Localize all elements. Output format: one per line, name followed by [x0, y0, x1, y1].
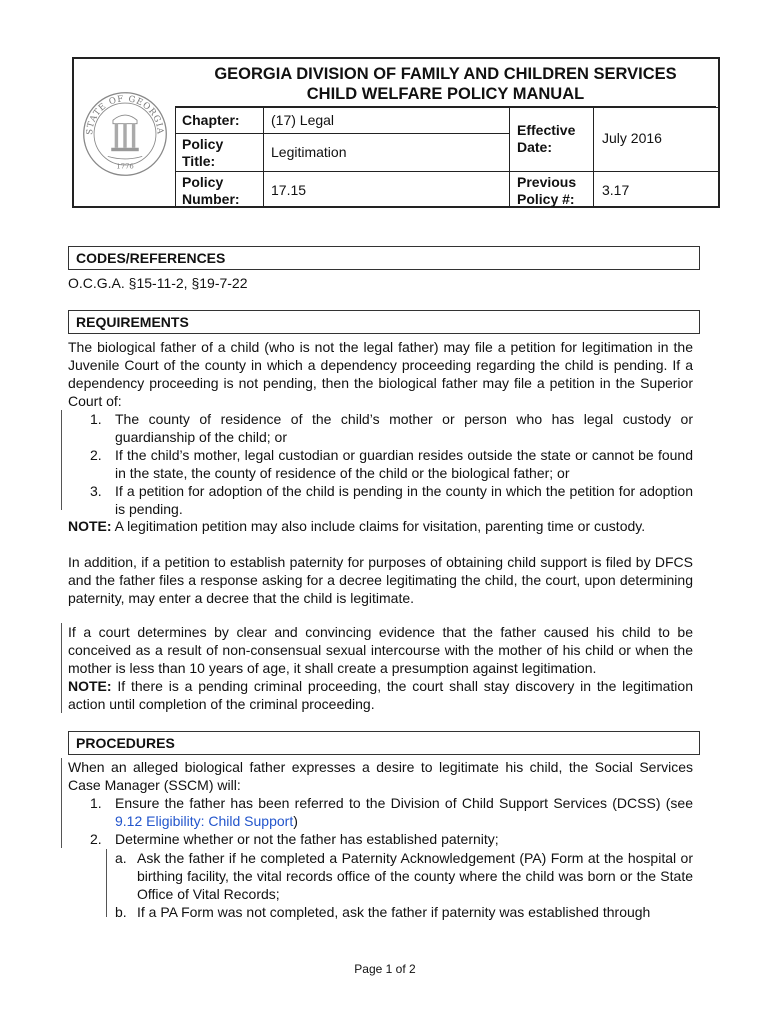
child-support-policy-link[interactable]: 9.12 Eligibility: Child Support	[115, 813, 294, 829]
list-item: 2. If the child’s mother, legal custodian or guardian resides outside the state or cannot be found in the state, the county of residence of the child or the biological father; or	[90, 447, 693, 481]
manual-title: GEORGIA DIVISION OF FAMILY AND CHILDREN SERVICES CHILD WELFARE POLICY MANUAL	[175, 61, 716, 107]
note-visitation: NOTE: A legitimation petition may also include claims for visitation, parenting time or custody.	[68, 518, 646, 534]
procedures-sublist	[115, 849, 693, 921]
previous-policy-label: Previous Policy #:	[509, 171, 593, 208]
requirements-list	[90, 410, 693, 518]
page-number: Page 1 of 2	[354, 962, 416, 976]
effective-date-label: Effective Date:	[509, 107, 593, 171]
revision-bar	[61, 758, 62, 848]
list-item: 2. Determine whether or not the father has established paternity;	[90, 831, 499, 847]
svg-text:STATE OF GEORGIA: STATE OF GEORGIA	[85, 94, 165, 136]
policy-title-value: Legitimation	[263, 133, 509, 171]
list-item: 1. The county of residence of the child’s mother or person who has legal custody or guardianship of the child; or	[90, 411, 693, 445]
procedures-heading: PROCEDURES	[68, 731, 700, 755]
svg-text:1776: 1776	[116, 162, 134, 171]
policy-header	[72, 57, 720, 208]
policy-number-value: 17.15	[263, 171, 509, 208]
list-item: b. If a PA Form was not completed, ask the father if paternity was established through	[115, 904, 651, 920]
revision-bar	[106, 849, 107, 917]
previous-policy-value: 3.17	[593, 171, 720, 208]
policy-title-label: Policy Title:	[175, 133, 263, 171]
procedures-list	[90, 794, 693, 848]
presumption-paragraph: If a court determines by clear and convincing evidence that the father caused his child to be conceived as a result of non-consensual sexual intercourse with the mother of his child or when the mother is less than 10 years of age, it shall create a presumption against legitimation. NOTE: If there is a pending criminal proceeding, the court shall stay discovery in the legitimation action until completion of the criminal proceeding.	[68, 624, 693, 712]
revision-bar	[61, 410, 62, 510]
effective-date-value: July 2016	[593, 107, 720, 171]
chapter-value: (17) Legal	[263, 107, 509, 133]
policy-number-label: Policy Number:	[175, 171, 263, 208]
chapter-label: Chapter:	[175, 107, 263, 133]
requirements-intro: The biological father of a child (who is not the legal father) may file a petition for legitimation in the Juvenile Court of the county in which a dependency proceeding regarding the child is pending. If a dependency proceeding is not pending, then the biological father may file a petition in the Superior Court of:	[68, 339, 693, 409]
codes-text: O.C.G.A. §15-11-2, §19-7-22	[68, 275, 248, 291]
paternity-paragraph: In addition, if a petition to establish paternity for purposes of obtaining child support is filed by DFCS and the father files a response asking for a decree legitimating the child, the court, upon determining paternity, may enter a decree that the child is legitimate.	[68, 554, 693, 606]
list-item: a. Ask the father if he completed a Paternity Acknowledgement (PA) Form at the hospital or birthing facility, the vital records office of the county where the child was born or the State Office of Vital Records;	[115, 850, 693, 902]
list-item: 1. Ensure the father has been referred to the Division of Child Support Services (DCSS) (see 9.12 Eligibility: Child Support)	[90, 795, 693, 829]
requirements-heading: REQUIREMENTS	[68, 310, 700, 334]
list-item: 3. If a petition for adoption of the child is pending in the county in which the petition for adoption is pending.	[90, 483, 693, 517]
codes-references-heading: CODES/REFERENCES	[68, 246, 700, 270]
procedures-intro: When an alleged biological father expresses a desire to legitimate his child, the Social Services Case Manager (SSCM) will:	[68, 759, 693, 793]
revision-bar	[61, 623, 62, 713]
georgia-state-seal	[82, 91, 168, 177]
